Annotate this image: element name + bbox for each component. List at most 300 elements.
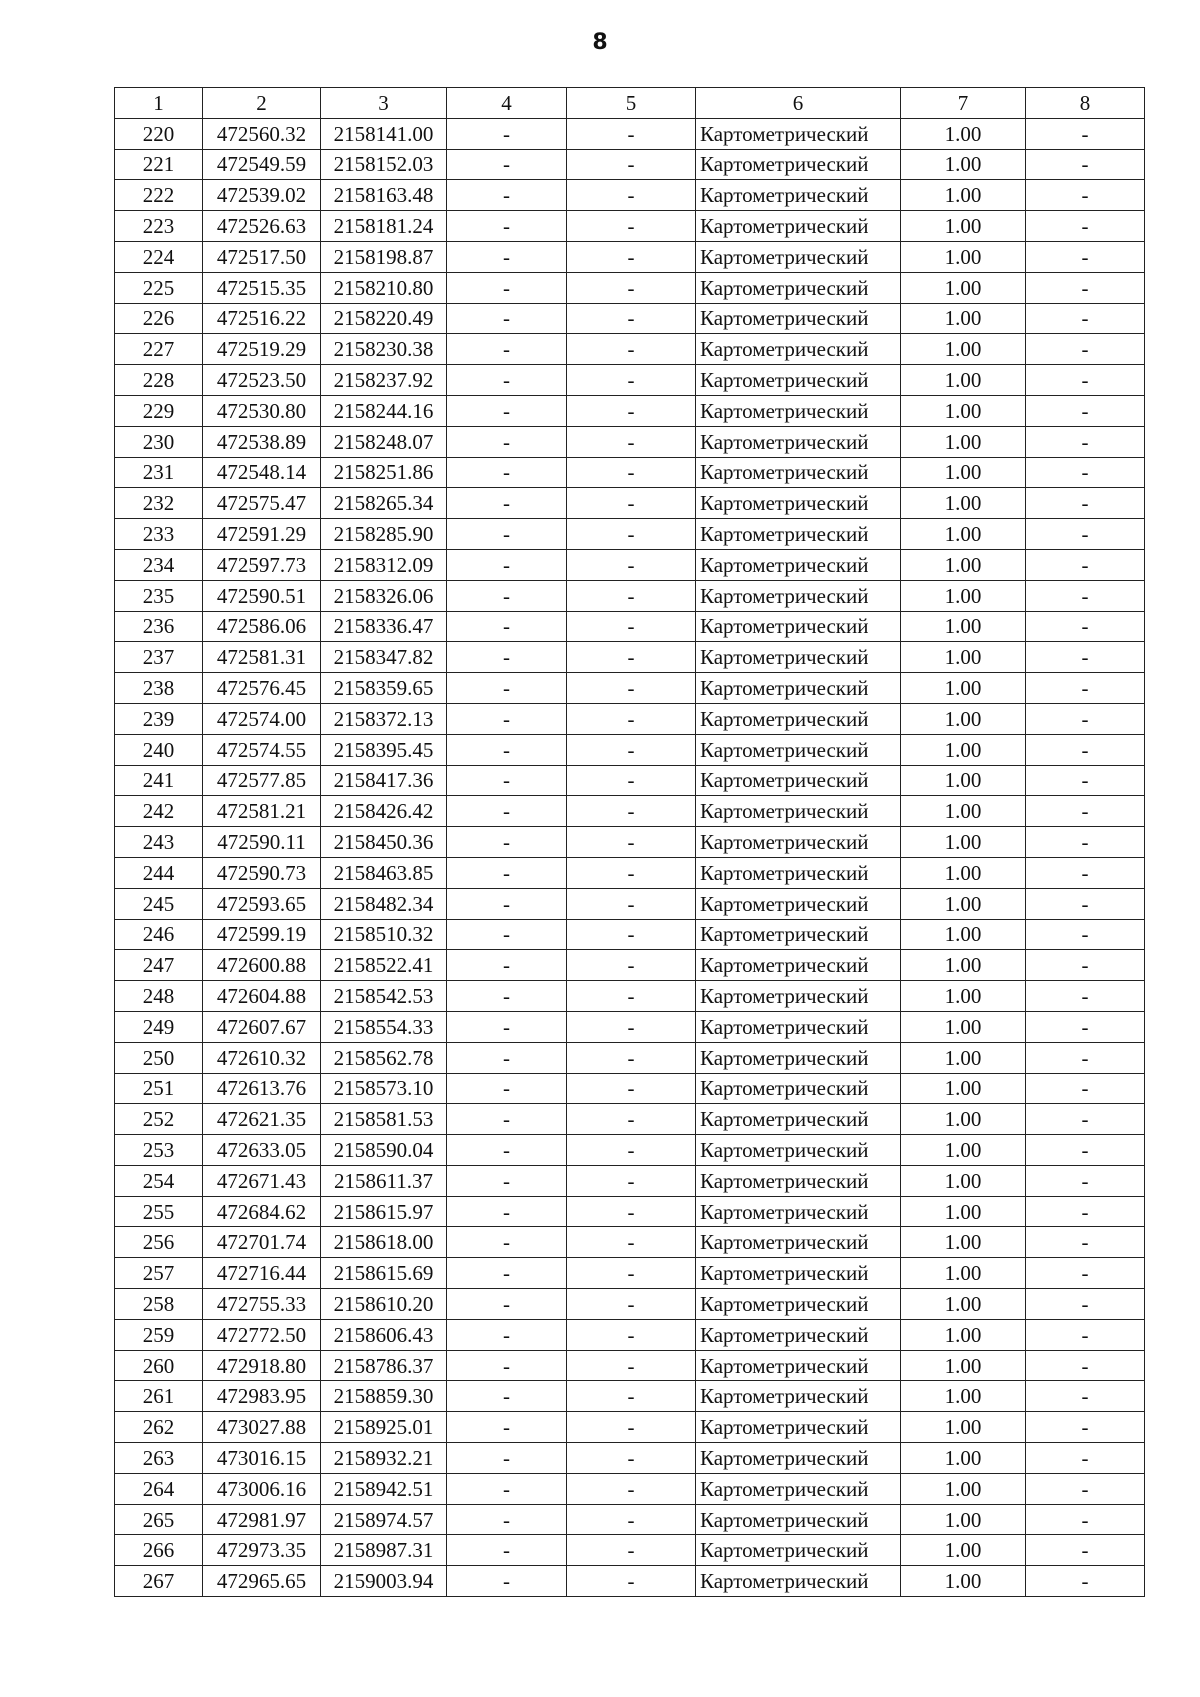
cell-column-8: - (1026, 395, 1145, 426)
column-header-7: 7 (901, 88, 1026, 119)
table-row (115, 149, 1145, 180)
cell-coordinate-x: 472613.76 (203, 1073, 321, 1104)
table-row (115, 272, 1145, 303)
cell-column-4: - (447, 765, 567, 796)
cell-column-5: - (567, 1135, 696, 1166)
cell-coordinate-x: 472599.19 (203, 919, 321, 950)
cell-coordinate-x: 472539.02 (203, 180, 321, 211)
cell-point-number: 236 (115, 611, 203, 642)
cell-method: Картометрический (696, 673, 901, 704)
table-row (115, 673, 1145, 704)
cell-point-number: 249 (115, 1011, 203, 1042)
cell-accuracy: 1.00 (901, 673, 1026, 704)
table-row (115, 1227, 1145, 1258)
cell-column-8: - (1026, 827, 1145, 858)
cell-accuracy: 1.00 (901, 1011, 1026, 1042)
table-row (115, 827, 1145, 858)
cell-coordinate-y: 2158618.00 (321, 1227, 447, 1258)
cell-accuracy: 1.00 (901, 334, 1026, 365)
cell-method: Картометрический (696, 365, 901, 396)
cell-accuracy: 1.00 (901, 1381, 1026, 1412)
cell-accuracy: 1.00 (901, 549, 1026, 580)
cell-coordinate-x: 472549.59 (203, 149, 321, 180)
table-row (115, 857, 1145, 888)
cell-accuracy: 1.00 (901, 950, 1026, 981)
cell-point-number: 245 (115, 888, 203, 919)
column-header-6: 6 (696, 88, 901, 119)
cell-point-number: 224 (115, 241, 203, 272)
cell-method: Картометрический (696, 1443, 901, 1474)
table-row (115, 1135, 1145, 1166)
cell-column-5: - (567, 796, 696, 827)
cell-accuracy: 1.00 (901, 1104, 1026, 1135)
cell-column-4: - (447, 1443, 567, 1474)
cell-coordinate-y: 2158987.31 (321, 1535, 447, 1566)
cell-accuracy: 1.00 (901, 272, 1026, 303)
cell-point-number: 225 (115, 272, 203, 303)
cell-column-8: - (1026, 1381, 1145, 1412)
cell-coordinate-x: 472973.35 (203, 1535, 321, 1566)
cell-column-5: - (567, 888, 696, 919)
cell-column-4: - (447, 1535, 567, 1566)
cell-accuracy: 1.00 (901, 1504, 1026, 1535)
cell-coordinate-y: 2158347.82 (321, 642, 447, 673)
cell-accuracy: 1.00 (901, 426, 1026, 457)
cell-method: Картометрический (696, 1104, 901, 1135)
table-row (115, 211, 1145, 242)
cell-column-4: - (447, 981, 567, 1012)
cell-point-number: 222 (115, 180, 203, 211)
table-row (115, 180, 1145, 211)
cell-coordinate-x: 472701.74 (203, 1227, 321, 1258)
cell-coordinate-y: 2158417.36 (321, 765, 447, 796)
cell-point-number: 243 (115, 827, 203, 858)
coordinates-table (114, 87, 1145, 1597)
cell-column-5: - (567, 519, 696, 550)
cell-coordinate-x: 472560.32 (203, 118, 321, 149)
cell-column-5: - (567, 1350, 696, 1381)
table-row (115, 118, 1145, 149)
cell-coordinate-y: 2158590.04 (321, 1135, 447, 1166)
cell-accuracy: 1.00 (901, 1443, 1026, 1474)
table-row (115, 1319, 1145, 1350)
cell-coordinate-y: 2158285.90 (321, 519, 447, 550)
cell-method: Картометрический (696, 1042, 901, 1073)
cell-column-5: - (567, 457, 696, 488)
cell-method: Картометрический (696, 765, 901, 796)
cell-coordinate-y: 2158312.09 (321, 549, 447, 580)
cell-column-8: - (1026, 919, 1145, 950)
cell-coordinate-x: 472581.21 (203, 796, 321, 827)
table-row (115, 395, 1145, 426)
cell-point-number: 261 (115, 1381, 203, 1412)
cell-coordinate-x: 472918.80 (203, 1350, 321, 1381)
cell-column-5: - (567, 642, 696, 673)
cell-column-4: - (447, 395, 567, 426)
cell-coordinate-y: 2158562.78 (321, 1042, 447, 1073)
cell-column-5: - (567, 1289, 696, 1320)
cell-method: Картометрический (696, 642, 901, 673)
cell-column-4: - (447, 919, 567, 950)
cell-column-8: - (1026, 1135, 1145, 1166)
cell-coordinate-x: 472671.43 (203, 1165, 321, 1196)
cell-coordinate-y: 2158248.07 (321, 426, 447, 457)
cell-column-8: - (1026, 1289, 1145, 1320)
cell-column-4: - (447, 426, 567, 457)
cell-accuracy: 1.00 (901, 642, 1026, 673)
column-header-3: 3 (321, 88, 447, 119)
table-row (115, 457, 1145, 488)
cell-accuracy: 1.00 (901, 1412, 1026, 1443)
table-row (115, 1412, 1145, 1443)
cell-column-8: - (1026, 149, 1145, 180)
cell-column-8: - (1026, 580, 1145, 611)
cell-column-8: - (1026, 1196, 1145, 1227)
cell-method: Картометрический (696, 457, 901, 488)
cell-column-8: - (1026, 1412, 1145, 1443)
cell-accuracy: 1.00 (901, 1196, 1026, 1227)
cell-coordinate-y: 2158359.65 (321, 673, 447, 704)
cell-accuracy: 1.00 (901, 827, 1026, 858)
cell-column-5: - (567, 488, 696, 519)
cell-coordinate-y: 2158615.97 (321, 1196, 447, 1227)
column-header-8: 8 (1026, 88, 1145, 119)
cell-column-5: - (567, 1042, 696, 1073)
cell-coordinate-y: 2158336.47 (321, 611, 447, 642)
cell-accuracy: 1.00 (901, 1073, 1026, 1104)
cell-coordinate-y: 2159003.94 (321, 1566, 447, 1597)
cell-column-8: - (1026, 857, 1145, 888)
cell-column-5: - (567, 857, 696, 888)
cell-point-number: 256 (115, 1227, 203, 1258)
cell-column-4: - (447, 149, 567, 180)
cell-column-5: - (567, 149, 696, 180)
cell-coordinate-x: 472983.95 (203, 1381, 321, 1412)
cell-coordinate-x: 472981.97 (203, 1504, 321, 1535)
cell-column-8: - (1026, 1473, 1145, 1504)
table-row (115, 919, 1145, 950)
cell-column-8: - (1026, 1227, 1145, 1258)
table-row (115, 1535, 1145, 1566)
cell-coordinate-y: 2158859.30 (321, 1381, 447, 1412)
cell-method: Картометрический (696, 488, 901, 519)
cell-method: Картометрический (696, 1196, 901, 1227)
cell-point-number: 260 (115, 1350, 203, 1381)
cell-coordinate-x: 473027.88 (203, 1412, 321, 1443)
cell-point-number: 239 (115, 703, 203, 734)
column-header-4: 4 (447, 88, 567, 119)
table-row (115, 1381, 1145, 1412)
cell-method: Картометрический (696, 118, 901, 149)
cell-method: Картометрический (696, 1566, 901, 1597)
cell-accuracy: 1.00 (901, 1258, 1026, 1289)
cell-point-number: 267 (115, 1566, 203, 1597)
cell-coordinate-y: 2158615.69 (321, 1258, 447, 1289)
cell-method: Картометрический (696, 1319, 901, 1350)
cell-point-number: 254 (115, 1165, 203, 1196)
table-row (115, 642, 1145, 673)
cell-column-8: - (1026, 519, 1145, 550)
cell-point-number: 251 (115, 1073, 203, 1104)
cell-method: Картометрический (696, 1073, 901, 1104)
cell-column-5: - (567, 1073, 696, 1104)
table-row (115, 796, 1145, 827)
column-header-2: 2 (203, 88, 321, 119)
cell-coordinate-x: 472590.11 (203, 827, 321, 858)
cell-coordinate-y: 2158573.10 (321, 1073, 447, 1104)
cell-column-4: - (447, 1381, 567, 1412)
cell-method: Картометрический (696, 211, 901, 242)
table-row (115, 365, 1145, 396)
cell-method: Картометрический (696, 888, 901, 919)
cell-accuracy: 1.00 (901, 457, 1026, 488)
cell-column-5: - (567, 1258, 696, 1289)
cell-column-5: - (567, 365, 696, 396)
cell-coordinate-x: 472530.80 (203, 395, 321, 426)
cell-column-8: - (1026, 1165, 1145, 1196)
table-row (115, 1042, 1145, 1073)
cell-column-4: - (447, 488, 567, 519)
header-row (115, 88, 1145, 119)
cell-column-8: - (1026, 1535, 1145, 1566)
cell-column-4: - (447, 1289, 567, 1320)
cell-column-4: - (447, 272, 567, 303)
cell-coordinate-x: 472574.55 (203, 734, 321, 765)
cell-accuracy: 1.00 (901, 734, 1026, 765)
cell-method: Картометрический (696, 580, 901, 611)
cell-column-5: - (567, 673, 696, 704)
table-row (115, 426, 1145, 457)
cell-point-number: 253 (115, 1135, 203, 1166)
cell-coordinate-y: 2158522.41 (321, 950, 447, 981)
cell-column-8: - (1026, 1258, 1145, 1289)
cell-column-4: - (447, 1196, 567, 1227)
cell-column-8: - (1026, 241, 1145, 272)
cell-column-4: - (447, 1258, 567, 1289)
cell-method: Картометрический (696, 241, 901, 272)
cell-accuracy: 1.00 (901, 303, 1026, 334)
table-row (115, 549, 1145, 580)
cell-point-number: 255 (115, 1196, 203, 1227)
cell-column-5: - (567, 1412, 696, 1443)
cell-method: Картометрический (696, 919, 901, 950)
cell-accuracy: 1.00 (901, 241, 1026, 272)
page-number: 8 (592, 30, 608, 55)
cell-column-4: - (447, 611, 567, 642)
cell-column-8: - (1026, 180, 1145, 211)
cell-column-4: - (447, 642, 567, 673)
cell-coordinate-x: 472548.14 (203, 457, 321, 488)
cell-coordinate-y: 2158581.53 (321, 1104, 447, 1135)
cell-coordinate-x: 472526.63 (203, 211, 321, 242)
cell-method: Картометрический (696, 611, 901, 642)
cell-point-number: 233 (115, 519, 203, 550)
cell-column-8: - (1026, 549, 1145, 580)
cell-point-number: 223 (115, 211, 203, 242)
cell-accuracy: 1.00 (901, 1535, 1026, 1566)
cell-column-4: - (447, 180, 567, 211)
cell-column-8: - (1026, 1073, 1145, 1104)
table-row (115, 888, 1145, 919)
table-row (115, 1196, 1145, 1227)
cell-accuracy: 1.00 (901, 1135, 1026, 1166)
cell-point-number: 262 (115, 1412, 203, 1443)
cell-accuracy: 1.00 (901, 1042, 1026, 1073)
cell-column-5: - (567, 1535, 696, 1566)
cell-point-number: 242 (115, 796, 203, 827)
cell-coordinate-y: 2158372.13 (321, 703, 447, 734)
table-row (115, 488, 1145, 519)
cell-coordinate-y: 2158152.03 (321, 149, 447, 180)
cell-column-5: - (567, 703, 696, 734)
cell-method: Картометрический (696, 180, 901, 211)
cell-coordinate-y: 2158426.42 (321, 796, 447, 827)
cell-column-5: - (567, 1196, 696, 1227)
cell-coordinate-x: 472755.33 (203, 1289, 321, 1320)
cell-accuracy: 1.00 (901, 395, 1026, 426)
cell-column-4: - (447, 1042, 567, 1073)
cell-point-number: 247 (115, 950, 203, 981)
cell-column-5: - (567, 1381, 696, 1412)
cell-point-number: 230 (115, 426, 203, 457)
table-row (115, 1289, 1145, 1320)
cell-column-4: - (447, 457, 567, 488)
table-row (115, 1443, 1145, 1474)
cell-method: Картометрический (696, 827, 901, 858)
cell-method: Картометрический (696, 796, 901, 827)
cell-column-5: - (567, 827, 696, 858)
table-row (115, 1566, 1145, 1597)
cell-point-number: 244 (115, 857, 203, 888)
cell-point-number: 220 (115, 118, 203, 149)
cell-column-5: - (567, 241, 696, 272)
cell-column-8: - (1026, 272, 1145, 303)
table-row (115, 611, 1145, 642)
cell-coordinate-x: 472574.00 (203, 703, 321, 734)
cell-column-5: - (567, 981, 696, 1012)
table-header (115, 88, 1145, 119)
cell-coordinate-x: 472621.35 (203, 1104, 321, 1135)
cell-column-4: - (447, 1104, 567, 1135)
cell-accuracy: 1.00 (901, 1227, 1026, 1258)
cell-point-number: 226 (115, 303, 203, 334)
cell-coordinate-y: 2158450.36 (321, 827, 447, 858)
cell-column-5: - (567, 395, 696, 426)
cell-method: Картометрический (696, 950, 901, 981)
table-row (115, 703, 1145, 734)
table-row (115, 580, 1145, 611)
cell-column-4: - (447, 241, 567, 272)
cell-point-number: 234 (115, 549, 203, 580)
cell-coordinate-y: 2158974.57 (321, 1504, 447, 1535)
cell-accuracy: 1.00 (901, 765, 1026, 796)
cell-column-8: - (1026, 457, 1145, 488)
cell-column-4: - (447, 334, 567, 365)
cell-accuracy: 1.00 (901, 611, 1026, 642)
cell-coordinate-x: 472591.29 (203, 519, 321, 550)
table-row (115, 1104, 1145, 1135)
cell-accuracy: 1.00 (901, 1350, 1026, 1381)
cell-column-4: - (447, 1566, 567, 1597)
cell-coordinate-x: 472586.06 (203, 611, 321, 642)
cell-column-4: - (447, 734, 567, 765)
cell-column-4: - (447, 1504, 567, 1535)
cell-coordinate-x: 472600.88 (203, 950, 321, 981)
cell-column-4: - (447, 1011, 567, 1042)
cell-accuracy: 1.00 (901, 1165, 1026, 1196)
cell-accuracy: 1.00 (901, 796, 1026, 827)
cell-coordinate-x: 472575.47 (203, 488, 321, 519)
table-row (115, 1350, 1145, 1381)
cell-column-4: - (447, 1227, 567, 1258)
cell-accuracy: 1.00 (901, 1319, 1026, 1350)
cell-coordinate-y: 2158786.37 (321, 1350, 447, 1381)
cell-accuracy: 1.00 (901, 1473, 1026, 1504)
cell-coordinate-y: 2158606.43 (321, 1319, 447, 1350)
cell-point-number: 258 (115, 1289, 203, 1320)
cell-coordinate-y: 2158554.33 (321, 1011, 447, 1042)
cell-column-8: - (1026, 1042, 1145, 1073)
cell-column-8: - (1026, 703, 1145, 734)
cell-column-5: - (567, 118, 696, 149)
cell-method: Картометрический (696, 1011, 901, 1042)
cell-method: Картометрический (696, 272, 901, 303)
cell-point-number: 232 (115, 488, 203, 519)
cell-coordinate-x: 472519.29 (203, 334, 321, 365)
cell-column-8: - (1026, 1350, 1145, 1381)
cell-coordinate-y: 2158610.20 (321, 1289, 447, 1320)
cell-point-number: 227 (115, 334, 203, 365)
table-row (115, 1011, 1145, 1042)
cell-method: Картометрический (696, 549, 901, 580)
cell-coordinate-x: 472716.44 (203, 1258, 321, 1289)
table-row (115, 1165, 1145, 1196)
cell-point-number: 246 (115, 919, 203, 950)
cell-method: Картометрический (696, 1289, 901, 1320)
cell-coordinate-x: 472576.45 (203, 673, 321, 704)
cell-point-number: 257 (115, 1258, 203, 1289)
cell-accuracy: 1.00 (901, 981, 1026, 1012)
table-row (115, 765, 1145, 796)
cell-method: Картометрический (696, 981, 901, 1012)
cell-column-4: - (447, 1350, 567, 1381)
cell-method: Картометрический (696, 1412, 901, 1443)
cell-coordinate-y: 2158611.37 (321, 1165, 447, 1196)
cell-accuracy: 1.00 (901, 488, 1026, 519)
cell-point-number: 266 (115, 1535, 203, 1566)
cell-method: Картометрический (696, 1504, 901, 1535)
cell-coordinate-x: 472516.22 (203, 303, 321, 334)
cell-column-5: - (567, 549, 696, 580)
cell-column-8: - (1026, 611, 1145, 642)
cell-column-4: - (447, 519, 567, 550)
cell-column-4: - (447, 211, 567, 242)
cell-point-number: 229 (115, 395, 203, 426)
cell-accuracy: 1.00 (901, 1289, 1026, 1320)
cell-coordinate-x: 472590.73 (203, 857, 321, 888)
cell-coordinate-y: 2158542.53 (321, 981, 447, 1012)
cell-coordinate-y: 2158265.34 (321, 488, 447, 519)
cell-point-number: 248 (115, 981, 203, 1012)
cell-column-5: - (567, 1319, 696, 1350)
cell-column-4: - (447, 857, 567, 888)
cell-coordinate-x: 472633.05 (203, 1135, 321, 1166)
cell-coordinate-x: 472772.50 (203, 1319, 321, 1350)
cell-coordinate-y: 2158463.85 (321, 857, 447, 888)
cell-coordinate-x: 472581.31 (203, 642, 321, 673)
cell-method: Картометрический (696, 734, 901, 765)
cell-column-4: - (447, 1165, 567, 1196)
